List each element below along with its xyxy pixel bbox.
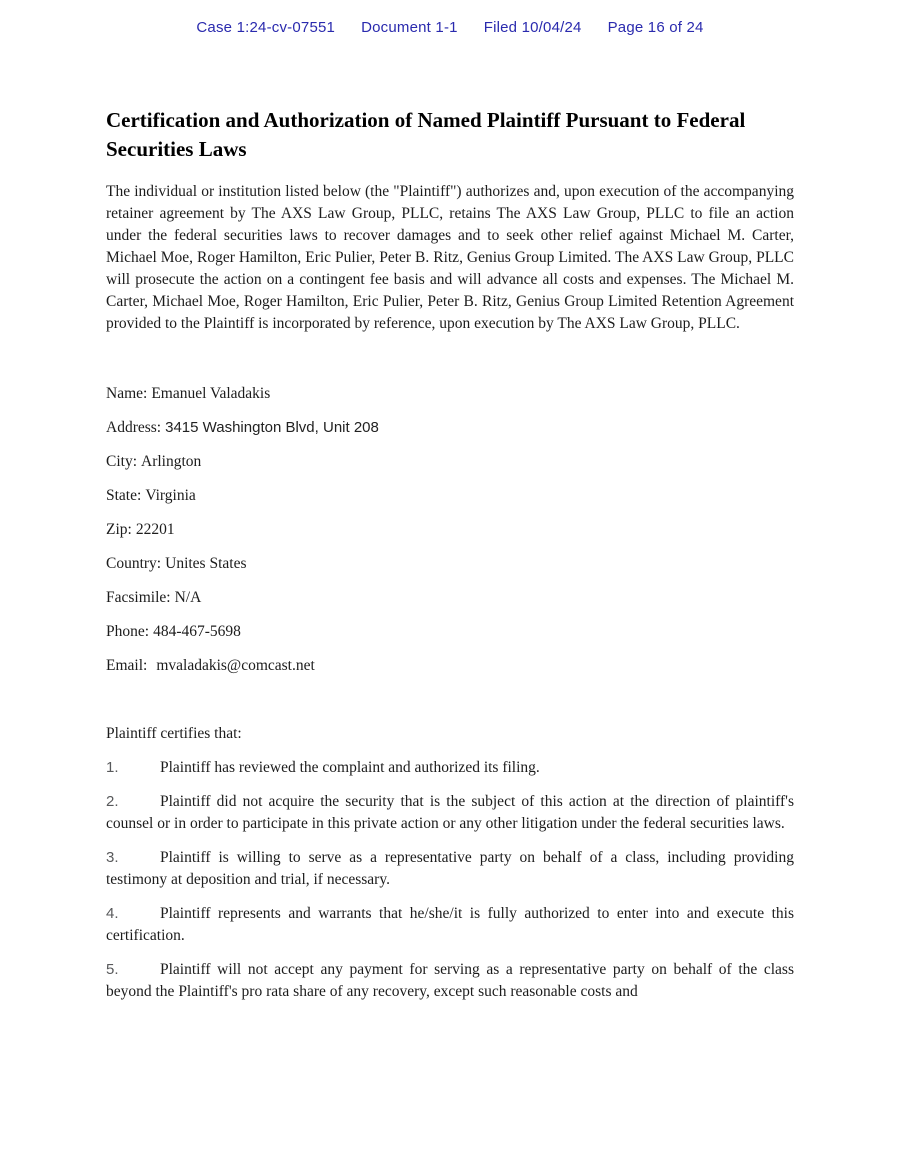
field-zip (106, 519, 794, 541)
field-address-label: Address: (106, 419, 162, 436)
document-title: Certification and Authorization of Named Plaintiff Pursuant to Federal Securities Laws (106, 108, 746, 161)
item-text: Plaintiff did not acquire the security that is the subject of this action at the direction of plaintiff's counsel or in order to participate in this private action or any other litigation under the federal securities laws. (106, 793, 794, 832)
field-country (106, 553, 794, 575)
field-city (106, 451, 794, 473)
field-facsimile-value: N/A (174, 589, 202, 606)
field-address (106, 417, 794, 439)
intro-paragraph: The individual or institution listed below (the "Plaintiff") authorizes and, upon execution of the accompanying retainer agreement by The AXS Law Group, PLLC, retains The AXS Law Group, PLLC to file an action under the federal securities laws to recover damages and to seek other relief against Michael M. Carter, Michael Moe, Roger Hamilton, Eric Pulier, Peter B. Ritz, Genius Group Limited. The AXS Law Group, PLLC will prosecute the action on a contingent fee basis and will advance all costs and expenses. The Michael M. Carter, Michael Moe, Roger Hamilton, Eric Pulier, Peter B. Ritz, Genius Group Limited Retention Agreement provided to the Plaintiff is incorporated by reference, upon execution by The AXS Law Group, PLLC. (106, 183, 794, 332)
field-city-value: Arlington (141, 453, 202, 470)
certification-item-1 (106, 757, 794, 779)
item-text: Plaintiff will not accept any payment for serving as a representative party on behalf of the class beyond the Plaintiff's pro rata share of any recovery, except such reasonable costs and (106, 961, 794, 1000)
item-number: 1. (106, 759, 119, 776)
item-number: 2. (106, 793, 119, 810)
field-facsimile (106, 587, 794, 609)
field-zip-value: 22201 (135, 521, 175, 538)
certification-item-2 (106, 791, 794, 835)
document-number: Document 1-1 (361, 19, 458, 36)
item-text: Plaintiff has reviewed the complaint and authorized its filing. (160, 759, 540, 776)
certification-list (106, 757, 794, 1003)
field-state-label: State: (106, 487, 142, 504)
case-number: Case 1:24-cv-07551 (196, 19, 336, 36)
item-number: 4. (106, 905, 119, 922)
item-number: 3. (106, 849, 119, 866)
document-content (0, 106, 900, 1003)
field-name (106, 383, 794, 405)
field-name-value: Emanuel Valadakis (151, 385, 271, 402)
field-city-label: City: (106, 453, 138, 470)
item-text: Plaintiff represents and warrants that he/she/it is fully authorized to enter into and execute this certification. (106, 905, 794, 944)
filed-date: Filed 10/04/24 (483, 19, 582, 36)
field-country-value: Unites States (165, 555, 247, 572)
certification-item-5 (106, 959, 794, 1003)
field-facsimile-label: Facsimile: (106, 589, 171, 606)
certification-item-3 (106, 847, 794, 891)
field-email-value: mvaladakis@comcast.net (156, 657, 315, 674)
field-country-label: Country: (106, 555, 162, 572)
certification-item-4 (106, 903, 794, 947)
certification-lead: Plaintiff certifies that: (106, 725, 242, 742)
field-name-label: Name: (106, 385, 148, 402)
item-number: 5. (106, 961, 119, 978)
field-zip-label: Zip: (106, 521, 132, 538)
plaintiff-fields (106, 383, 794, 677)
field-address-value: 3415 Washington Blvd, Unit 208 (165, 419, 379, 436)
field-state (106, 485, 794, 507)
field-phone (106, 621, 794, 643)
field-phone-value: 484-467-5698 (153, 623, 241, 640)
field-email (106, 655, 794, 677)
field-email-label: Email: (106, 657, 148, 674)
item-text: Plaintiff is willing to serve as a representative party on behalf of a class, including providing testimony at deposition and trial, if necessary. (106, 849, 794, 888)
field-phone-label: Phone: (106, 623, 150, 640)
field-state-value: Virginia (145, 487, 196, 504)
page-number: Page 16 of 24 (607, 19, 704, 36)
case-stamp (0, 0, 900, 36)
